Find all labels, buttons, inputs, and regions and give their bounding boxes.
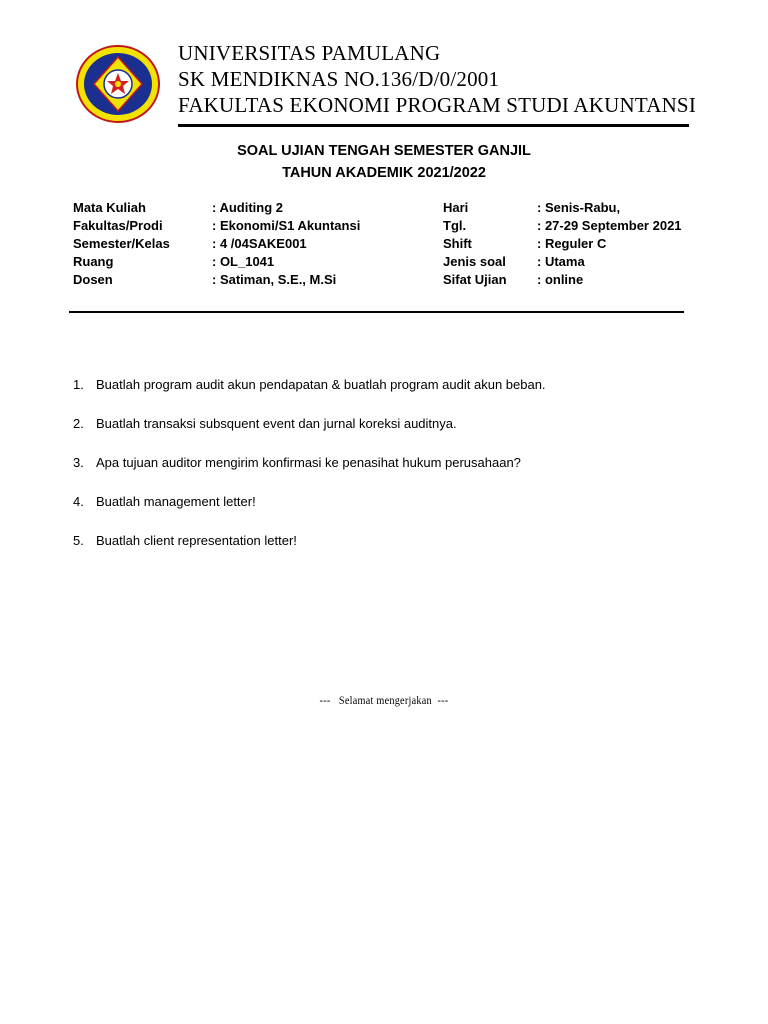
letterhead	[0, 0, 768, 130]
info-row	[443, 253, 703, 271]
info-row	[443, 199, 703, 217]
question-text: Apa tujuan auditor mengirim konfirmasi ke penasihat hukum perusahaan?	[96, 455, 521, 470]
question-number: 1.	[73, 377, 84, 392]
exam-info-right	[443, 199, 703, 289]
question-item	[73, 377, 713, 416]
university-name: UNIVERSITAS PAMULANG	[178, 41, 441, 65]
info-row	[73, 217, 433, 235]
question-item	[73, 416, 713, 455]
info-label: Mata Kuliah	[73, 200, 146, 215]
closing-message: --- Selamat mengerjakan ---	[319, 693, 449, 707]
info-value: : Reguler C	[537, 236, 607, 251]
info-row	[443, 271, 703, 289]
question-item	[73, 494, 713, 533]
question-text: Buatlah management letter!	[96, 494, 256, 509]
info-divider	[69, 311, 684, 313]
question-list	[73, 377, 713, 572]
info-row	[73, 253, 433, 271]
info-label: Fakultas/Prodi	[73, 218, 163, 233]
info-row	[443, 235, 703, 253]
question-text: Buatlah transaksi subsquent event dan jurnal koreksi auditnya.	[96, 416, 457, 431]
info-value: : Utama	[537, 254, 585, 269]
decree-number: SK MENDIKNAS NO.136/D/0/2001	[178, 67, 500, 91]
university-name-block	[178, 40, 696, 118]
question-item	[73, 533, 713, 572]
question-number: 3.	[73, 455, 84, 470]
question-number: 5.	[73, 533, 84, 548]
exam-info-left	[73, 199, 433, 289]
info-label: Tgl.	[443, 218, 467, 233]
question-text: Buatlah client representation letter!	[96, 533, 297, 548]
info-row	[73, 271, 433, 289]
question-text: Buatlah program audit akun pendapatan & buatlah program audit akun beban.	[96, 377, 546, 392]
info-value: : online	[537, 272, 584, 287]
info-value: : Senis-Rabu,	[537, 200, 621, 215]
info-label: Jenis soal	[443, 254, 506, 269]
info-label: Ruang	[73, 254, 114, 269]
info-label: Hari	[443, 200, 469, 215]
info-value: : Satiman, S.E., M.Si	[212, 272, 337, 287]
exam-title-line1: SOAL UJIAN TENGAH SEMESTER GANJIL	[237, 143, 531, 159]
info-value: : 4 /04SAKE001	[212, 236, 307, 251]
info-row	[73, 199, 433, 217]
info-value: : 27-29 September 2021	[537, 218, 682, 233]
question-number: 4.	[73, 494, 84, 509]
exam-title-line2: TAHUN AKADEMIK 2021/2022	[282, 165, 486, 181]
faculty-name: FAKULTAS EKONOMI PROGRAM STUDI AKUNTANSI	[178, 93, 697, 117]
info-label: Shift	[443, 236, 472, 251]
header-divider	[178, 124, 689, 127]
info-value: : Ekonomi/S1 Akuntansi	[212, 218, 361, 233]
info-row	[443, 217, 703, 235]
info-row	[73, 235, 433, 253]
university-seal-icon	[76, 44, 160, 124]
question-item	[73, 455, 713, 494]
info-value: : Auditing 2	[212, 200, 284, 215]
exam-title	[0, 140, 768, 184]
info-label: Dosen	[73, 272, 113, 287]
info-label: Semester/Kelas	[73, 236, 170, 251]
info-value: : OL_1041	[212, 254, 275, 269]
info-label: Sifat Ujian	[443, 272, 507, 287]
question-number: 2.	[73, 416, 84, 431]
